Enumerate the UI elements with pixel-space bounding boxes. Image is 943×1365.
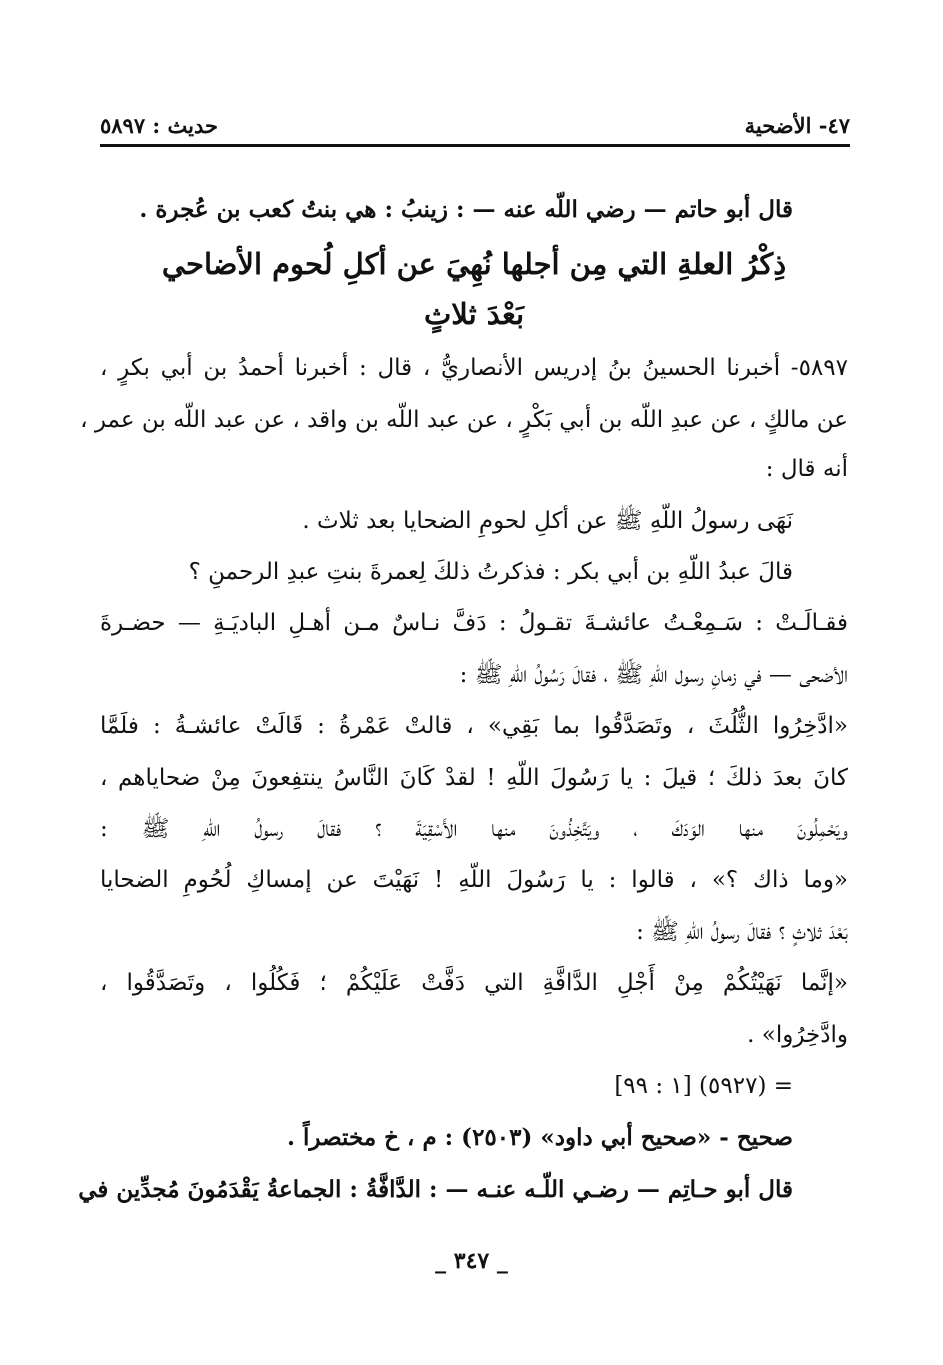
body-line: ٥٨٩٧- أخبرنا الحسينُ بنُ إدريس الأنصاريُّ ، قال : أخبرنا أحمدُ بن أبي بكرٍ ، bbox=[100, 355, 848, 381]
body-line: نَهَى رسولُ اللّهِ ﷺ عن أكلِ لحومِ الضحايا بعد ثلاث . bbox=[302, 508, 793, 534]
section-title-line-2: بَعْدَ ثلاثٍ bbox=[423, 297, 525, 331]
chapter-title: ٤٧- الأضحية bbox=[744, 113, 850, 138]
body-line: «وما ذاك ؟» ، قالوا : يا رَسُولَ اللّهِ ! نَهَيْتَ عن إمساكِ لُحُومِ الضحايا bbox=[100, 867, 848, 893]
closing-note: قال أبو حـاتِم — رضـي اللّـه عنـه — : الدَّافَّةُ : الجماعةُ يَقْدَمُونَ مُجدِّين في bbox=[78, 1176, 793, 1203]
cross-reference: = (٥٩٢٧) [١ : ٩٩] bbox=[614, 1073, 793, 1099]
body-line: قالَ عبدُ اللّهِ بن أبي بكر : فذكرتُ ذلكَ لِعمرةَ بنتِ عبدِ الرحمنِ ؟ bbox=[188, 559, 793, 585]
body-line: بَعْدَ ثلاثٍ ؟ فقالَ رسولُ اللّهِ ﷺ : bbox=[636, 919, 848, 945]
body-line: الأضحى — في زمانِ رسول اللّهِ ﷺ ، فقالَ رَسُولُ اللّهِ ﷺ : bbox=[459, 662, 848, 688]
body-line: «إنَّما نَهَيْتُكُمْ مِنْ أَجْلِ الدَّافَّةِ التي دَفَّتْ عَلَيْكُمْ ؛ فَكُلُوا ، وتَصَدَّقُوا ، bbox=[100, 970, 848, 996]
header-divider bbox=[100, 144, 850, 147]
body-line: فقـالَـتْ : سَـمِعْـتُ عائشـةَ تقـولُ : دَفَّ نـاسٌ مـن أهـلِ الباديَـةِ — حضـرةَ bbox=[100, 610, 848, 636]
section-title-line-1: ذِكْرُ العلةِ التي مِن أجلها نُهِيَ عن أكلِ لُحوم الأضاحي bbox=[161, 247, 787, 281]
body-line: وادَّخِرُوا» . bbox=[747, 1022, 848, 1048]
grading-note: صحيح - «صحيح أبي داود» (٢٥٠٣) : م ، خ مختصراً . bbox=[287, 1124, 793, 1151]
body-line: عن مالكٍ ، عن عبدِ اللّه بن أبي بَكْرٍ ، عن عبد اللّه بن واقد ، عن عبد اللّه بن عمر ، bbox=[80, 407, 848, 433]
body-line: أنه قال : bbox=[765, 456, 848, 482]
page-number: _ ٣٤٧ _ bbox=[435, 1248, 508, 1274]
body-line: ويَحْمِلُونَ منها الوَدَكَ ، ويَتَّخِذُونَ منها الأَسْقِيَةَ ؟ فقالَ رسولُ اللّهِ ﷺ : bbox=[100, 816, 848, 842]
body-line: «ادَّخِرُوا الثُّلُثَ ، وتَصَدَّقُوا بما بَقِي» ، قالتْ عَمْرةُ : قَالَتْ عائشـةُ : فلَمَّا bbox=[100, 713, 848, 739]
hadith-reference: حديث : ٥٨٩٧ bbox=[100, 113, 218, 138]
running-header bbox=[100, 102, 850, 138]
body-line: كانَ بعدَ ذلكَ ؛ قيلَ : يا رَسُولَ اللّهِ ! لقدْ كَانَ النَّاسُ ينتفِعونَ مِنْ ضحاياهم ، bbox=[100, 765, 848, 791]
intro-note: قال أبو حاتم — رضي اللّه عنه — : زينبُ : هي بنتُ كعب بن عُجرة . bbox=[139, 196, 793, 223]
